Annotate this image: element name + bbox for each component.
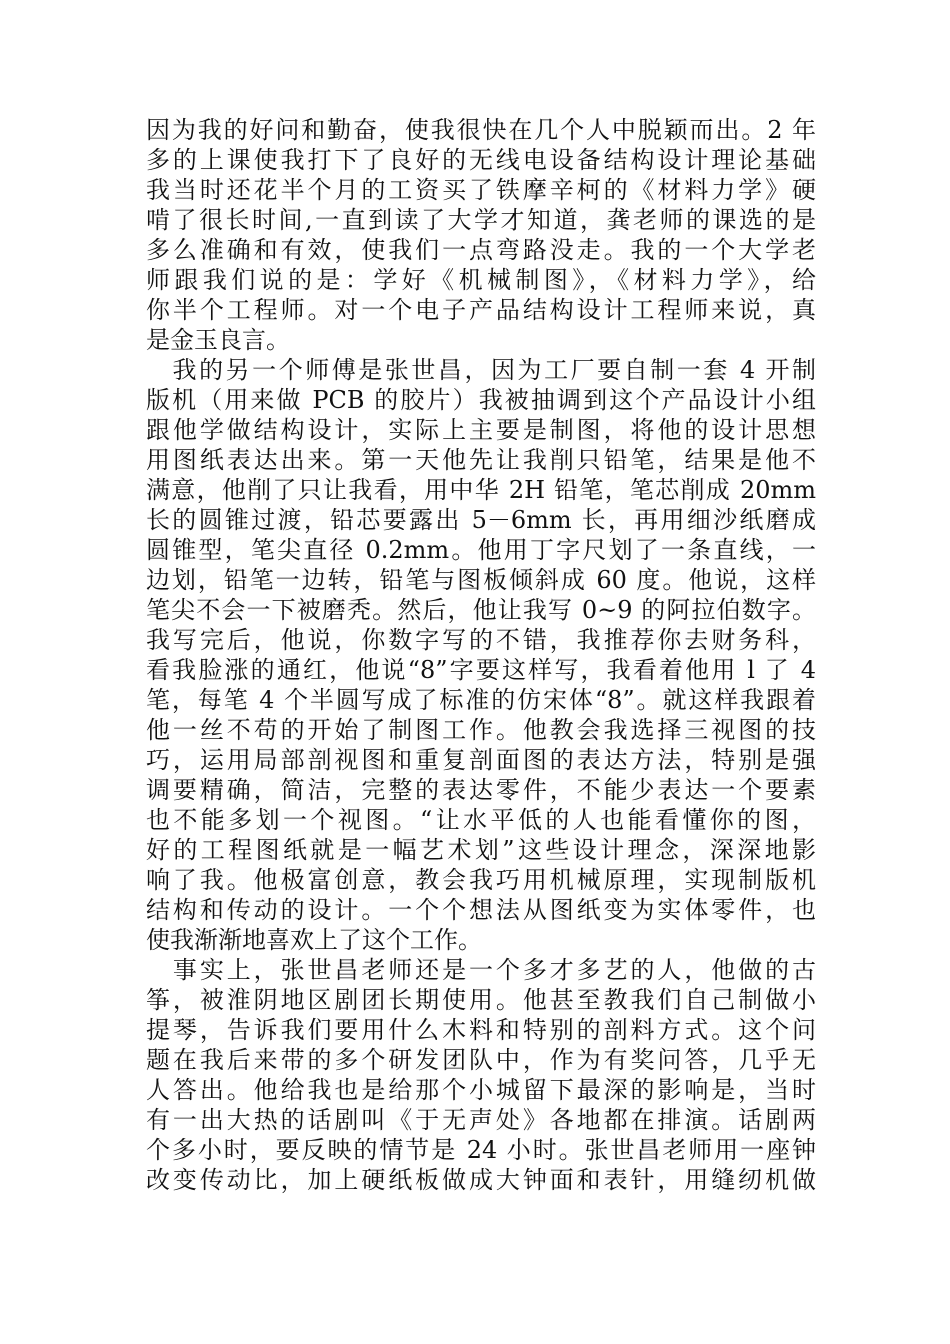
body-text [146,115,816,1195]
text-line: 巧，运用局部剖视图和重复剖面图的表达方法，特别是强 [146,746,816,774]
text-line: 题在我后来带的多个研发团队中，作为有奖问答，几乎无 [146,1046,816,1074]
text-line: 结构和传动的设计。一个个想法从图纸变为实体零件，也 [146,896,816,924]
text-line: 提琴，告诉我们要用什么木料和特别的剖料方式。这个问 [146,1016,816,1044]
text-line: 使我渐渐地喜欢上了这个工作。 [146,926,482,954]
text-line: 他一丝不苟的开始了制图工作。他教会我选择三视图的技 [146,716,816,744]
text-line: 也不能多划一个视图。“让水平低的人也能看懂你的图， [146,806,816,834]
text-line: 个多小时，要反映的情节是 24 小时。张世昌老师用一座钟 [146,1136,816,1164]
text-line: 是金玉良言。 [146,326,290,354]
text-line: 长的圆锥过渡，铅芯要露出 5－6mm 长，再用细沙纸磨成 [146,506,816,534]
text-line: 边划，铅笔一边转，铅笔与图板倾斜成 60 度。他说，这样 [146,566,816,594]
text-line: 版机（用来做 PCB 的胶片）我被抽调到这个产品设计小组 [146,386,816,414]
text-line: 调要精确，简洁，完整的表达零件，不能少表达一个要素 [146,776,816,804]
text-line: 用图纸表达出来。第一天他先让我削只铅笔，结果是他不 [146,446,816,474]
text-line: 满意，他削了只让我看，用中华 2H 铅笔，笔芯削成 20mm [146,476,816,504]
text-line: 因为我的好问和勤奋，使我很快在几个人中脱颖而出。2 年 [146,116,816,144]
text-line: 啃了很长时间,一直到读了大学才知道，龚老师的课选的是 [146,206,816,234]
text-line: 好的工程图纸就是一幅艺术划”这些设计理念，深深地影 [146,836,816,864]
text-line: 圆锥型，笔尖直径 0.2mm。他用丁字尺划了一条直线，一 [146,536,816,564]
text-line: 改变传动比，加上硬纸板做成大钟面和表针，用缝纫机做 [146,1166,816,1194]
text-line: 看我脸涨的通红，他说“8”字要这样写，我看着他用 l 了 4 [146,656,816,684]
text-line: 响了我。他极富创意，教会我巧用机械原理，实现制版机 [146,866,816,894]
text-line: 师跟我们说的是：学好《机械制图》，《材料力学》，给 [146,266,816,294]
text-line: 多的上课使我打下了良好的无线电设备结构设计理论基础 [146,146,816,174]
text-line: 我写完后，他说，你数字写的不错，我推荐你去财务科， [146,626,816,654]
text-line: 筝，被淮阴地区剧团长期使用。他甚至教我们自己制做小 [146,986,816,1014]
text-line: 跟他学做结构设计，实际上主要是制图，将他的设计思想 [146,416,816,444]
text-line: 人答出。他给我也是给那个小城留下最深的影响是，当时 [146,1076,816,1104]
text-line: 事实上，张世昌老师还是一个多才多艺的人，他做的古 [146,956,816,984]
text-line: 笔尖不会一下被磨秃。然后，他让我写 0~9 的阿拉伯数字。 [146,596,816,624]
text-line: 你半个工程师。对一个电子产品结构设计工程师来说，真 [146,296,816,324]
text-line: 笔，每笔 4 个半圆写成了标准的仿宋体“8”。就这样我跟着 [146,686,816,714]
text-line: 多么准确和有效，使我们一点弯路没走。我的一个大学老 [146,236,816,264]
text-line: 我的另一个师傅是张世昌，因为工厂要自制一套 4 开制 [146,356,816,384]
text-line: 我当时还花半个月的工资买了铁摩辛柯的《材料力学》硬 [146,176,816,204]
text-line: 有一出大热的话剧叫《于无声处》各地都在排演。话剧两 [146,1106,816,1134]
